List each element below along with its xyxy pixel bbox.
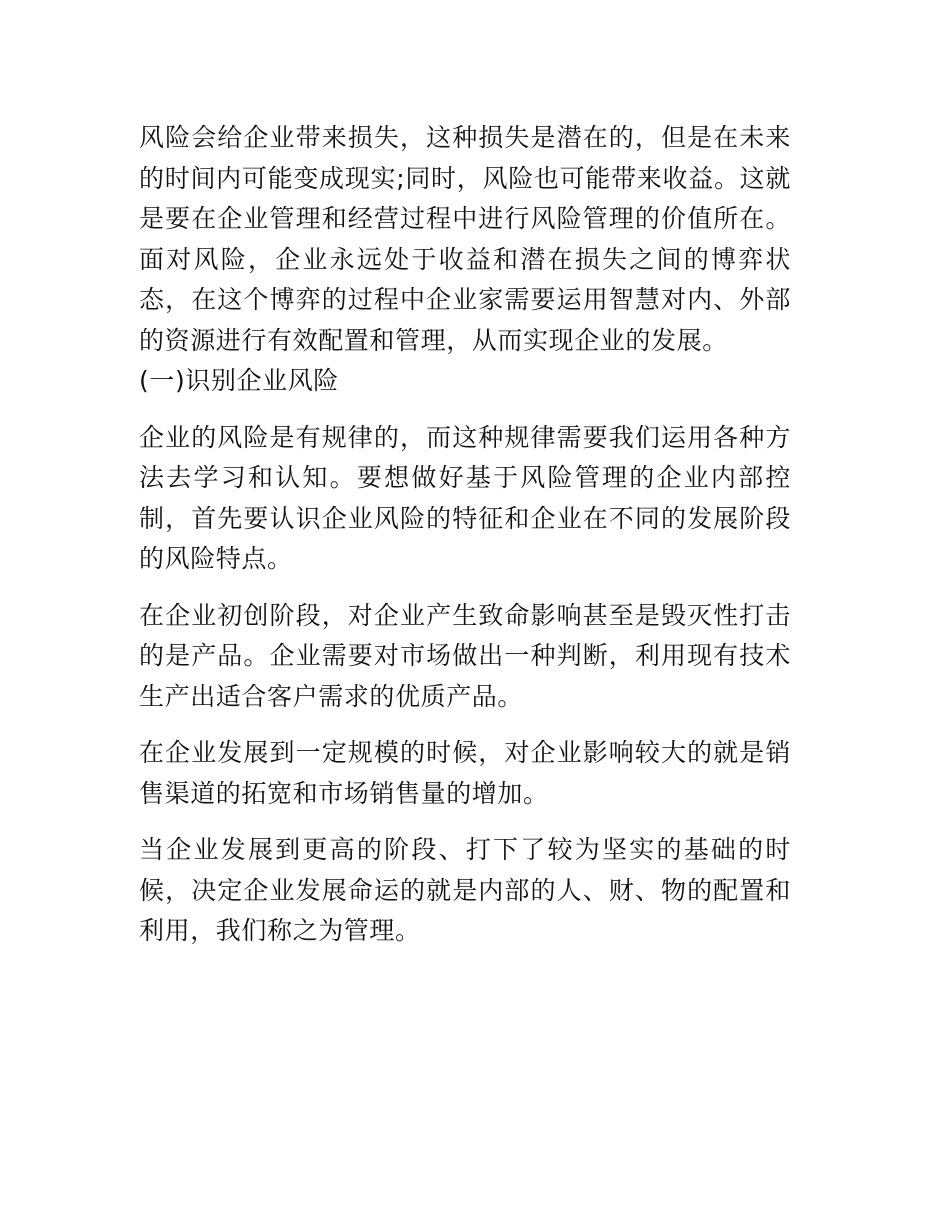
paragraph-growth-stage: 在企业发展到一定规模的时候，对企业影响较大的就是销售渠道的拓宽和市场销售量的增加。 (139, 738, 791, 808)
paragraph-risk-patterns: 企业的风险是有规律的，而这种规律需要我们运用各种方法去学习和认知。要想做好基于风险管理的企业内部控制，首先要认识企业风险的特征和企业在不同的发展阶段的风险特点。 (139, 422, 791, 573)
paragraph-risk-intro: 风险会给企业带来损失，这种损失是潜在的，但是在未来的时间内可能变成现实;同时，风险也可能带来收益。这就是要在企业管理和经营过程中进行风险管理的价值所在。面对风险，企业永远处于收益和潜在损失之间的博弈状态，在这个博弈的过程中企业家需要运用智慧对内、外部的资源进行有效配置和管理，从而实现企业的发展。 (139, 123, 791, 355)
document-page (139, 118, 791, 952)
paragraph-startup-stage: 在企业初创阶段，对企业产生致命影响甚至是毁灭性打击的是产品。企业需要对市场做出一种判断，利用现有技术生产出适合客户需求的优质产品。 (139, 600, 791, 711)
paragraph-mature-stage: 当企业发展到更高的阶段、打下了较为坚实的基础的时候，决定企业发展命运的就是内部的人、财、物的配置和利用，我们称之为管理。 (139, 835, 791, 945)
section-heading-identify-risk: (一)识别企业风险 (139, 366, 339, 395)
